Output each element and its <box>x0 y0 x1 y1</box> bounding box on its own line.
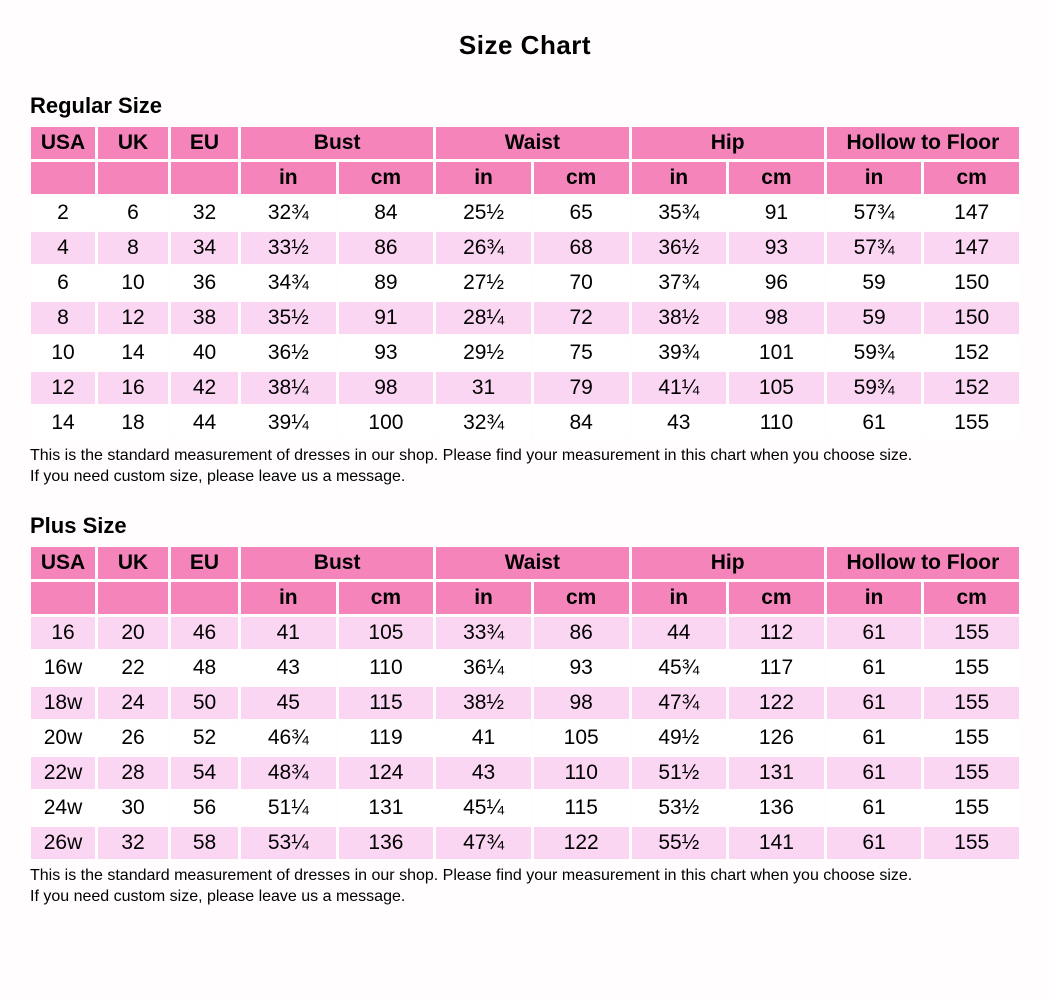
column-header-eu: EU <box>171 127 238 159</box>
table-cell: 32¾ <box>436 407 531 439</box>
table-cell: 16w <box>31 652 95 684</box>
table-cell: 30 <box>98 792 168 824</box>
table-cell: 59 <box>827 267 922 299</box>
note-line-1: This is the standard measurement of dresses in our shop. Please find your measurement in this chart when you choose size. <box>30 867 913 884</box>
table-cell: 93 <box>534 652 629 684</box>
table-row <box>31 792 1019 824</box>
table-row <box>31 757 1019 789</box>
table-cell: 155 <box>924 687 1019 719</box>
table-cell: 59 <box>827 302 922 334</box>
table-cell: 96 <box>729 267 824 299</box>
table-cell: 86 <box>534 617 629 649</box>
table-cell: 20 <box>98 617 168 649</box>
unit-header-cm: cm <box>534 162 629 194</box>
table-cell: 32¾ <box>241 197 336 229</box>
note-line-1: This is the standard measurement of dresses in our shop. Please find your measurement in this chart when you choose size. <box>30 447 913 464</box>
table-cell: 155 <box>924 792 1019 824</box>
column-header-hip: Hip <box>632 127 824 159</box>
table-cell: 36½ <box>632 232 727 264</box>
table-cell: 141 <box>729 827 824 859</box>
table-cell: 46 <box>171 617 238 649</box>
empty-header-cell <box>31 582 95 614</box>
table-cell: 93 <box>339 337 434 369</box>
table-cell: 24 <box>98 687 168 719</box>
table-cell: 126 <box>729 722 824 754</box>
section-heading-regular-size: Regular Size <box>30 93 163 118</box>
table-cell: 40 <box>171 337 238 369</box>
table-row <box>31 617 1019 649</box>
unit-header-in: in <box>241 162 336 194</box>
column-header-row <box>31 127 1019 159</box>
table-cell: 155 <box>924 827 1019 859</box>
unit-header-cm: cm <box>729 582 824 614</box>
regular-size-table <box>28 124 1022 442</box>
table-cell: 44 <box>171 407 238 439</box>
empty-header-cell <box>171 582 238 614</box>
unit-header-cm: cm <box>924 582 1019 614</box>
table-row <box>31 652 1019 684</box>
table-cell: 46¾ <box>241 722 336 754</box>
unit-header-in: in <box>241 582 336 614</box>
column-header-hip: Hip <box>632 547 824 579</box>
table-cell: 117 <box>729 652 824 684</box>
table-row <box>31 267 1019 299</box>
table-cell: 59¾ <box>827 372 922 404</box>
table-cell: 24w <box>31 792 95 824</box>
table-cell: 131 <box>729 757 824 789</box>
table-cell: 39¼ <box>241 407 336 439</box>
table-cell: 152 <box>924 337 1019 369</box>
plus-size-table <box>28 544 1022 862</box>
table-cell: 86 <box>339 232 434 264</box>
table-cell: 39¾ <box>632 337 727 369</box>
table-cell: 41 <box>241 617 336 649</box>
column-header-usa: USA <box>31 127 95 159</box>
table-cell: 37¾ <box>632 267 727 299</box>
table-cell: 26w <box>31 827 95 859</box>
table-cell: 84 <box>534 407 629 439</box>
column-header-hollow-to-floor: Hollow to Floor <box>827 547 1019 579</box>
table-cell: 27½ <box>436 267 531 299</box>
table-cell: 34 <box>171 232 238 264</box>
unit-header-cm: cm <box>924 162 1019 194</box>
table-cell: 43 <box>436 757 531 789</box>
table-cell: 61 <box>827 687 922 719</box>
table-cell: 115 <box>534 792 629 824</box>
table-cell: 6 <box>31 267 95 299</box>
plus-size-section <box>0 513 1050 907</box>
table-cell: 28¼ <box>436 302 531 334</box>
table-row <box>31 722 1019 754</box>
table-cell: 47¾ <box>436 827 531 859</box>
table-cell: 110 <box>729 407 824 439</box>
table-cell: 43 <box>632 407 727 439</box>
unit-header-in: in <box>827 162 922 194</box>
table-cell: 110 <box>534 757 629 789</box>
table-cell: 122 <box>534 827 629 859</box>
table-cell: 155 <box>924 652 1019 684</box>
table-row <box>31 687 1019 719</box>
table-cell: 122 <box>729 687 824 719</box>
table-cell: 124 <box>339 757 434 789</box>
table-cell: 61 <box>827 652 922 684</box>
table-cell: 53½ <box>632 792 727 824</box>
table-cell: 136 <box>729 792 824 824</box>
section-heading-plus-size: Plus Size <box>30 513 127 538</box>
unit-header-row <box>31 582 1019 614</box>
table-cell: 22 <box>98 652 168 684</box>
unit-header-cm: cm <box>534 582 629 614</box>
column-header-waist: Waist <box>436 547 628 579</box>
table-cell: 105 <box>729 372 824 404</box>
column-header-bust: Bust <box>241 547 433 579</box>
table-cell: 33½ <box>241 232 336 264</box>
table-cell: 50 <box>171 687 238 719</box>
regular-size-note <box>30 445 1050 487</box>
table-cell: 34¾ <box>241 267 336 299</box>
table-cell: 89 <box>339 267 434 299</box>
table-cell: 57¾ <box>827 197 922 229</box>
table-cell: 52 <box>171 722 238 754</box>
table-cell: 48¾ <box>241 757 336 789</box>
table-cell: 155 <box>924 757 1019 789</box>
table-cell: 36½ <box>241 337 336 369</box>
regular-size-section <box>0 93 1050 487</box>
column-header-uk: UK <box>98 547 168 579</box>
table-cell: 54 <box>171 757 238 789</box>
table-cell: 6 <box>98 197 168 229</box>
table-cell: 98 <box>729 302 824 334</box>
table-cell: 36¼ <box>436 652 531 684</box>
table-cell: 38½ <box>632 302 727 334</box>
column-header-eu: EU <box>171 547 238 579</box>
table-cell: 93 <box>729 232 824 264</box>
unit-header-cm: cm <box>339 582 434 614</box>
column-header-row <box>31 547 1019 579</box>
table-cell: 8 <box>98 232 168 264</box>
table-cell: 43 <box>241 652 336 684</box>
table-cell: 35¾ <box>632 197 727 229</box>
plus-size-note <box>30 865 1050 907</box>
table-cell: 14 <box>31 407 95 439</box>
table-cell: 91 <box>339 302 434 334</box>
table-row <box>31 337 1019 369</box>
table-cell: 48 <box>171 652 238 684</box>
table-cell: 28 <box>98 757 168 789</box>
table-cell: 16 <box>98 372 168 404</box>
table-cell: 58 <box>171 827 238 859</box>
table-cell: 68 <box>534 232 629 264</box>
table-cell: 55½ <box>632 827 727 859</box>
table-cell: 49½ <box>632 722 727 754</box>
column-header-usa: USA <box>31 547 95 579</box>
table-cell: 14 <box>98 337 168 369</box>
table-cell: 16 <box>31 617 95 649</box>
table-cell: 29½ <box>436 337 531 369</box>
table-cell: 32 <box>98 827 168 859</box>
unit-header-in: in <box>436 162 531 194</box>
table-cell: 61 <box>827 722 922 754</box>
table-cell: 61 <box>827 792 922 824</box>
table-cell: 42 <box>171 372 238 404</box>
table-cell: 4 <box>31 232 95 264</box>
table-cell: 32 <box>171 197 238 229</box>
table-cell: 147 <box>924 232 1019 264</box>
table-row <box>31 407 1019 439</box>
table-cell: 155 <box>924 722 1019 754</box>
empty-header-cell <box>171 162 238 194</box>
table-cell: 12 <box>98 302 168 334</box>
table-cell: 8 <box>31 302 95 334</box>
table-cell: 38½ <box>436 687 531 719</box>
table-cell: 26 <box>98 722 168 754</box>
unit-header-in: in <box>632 582 727 614</box>
table-cell: 61 <box>827 827 922 859</box>
note-line-2: If you need custom size, please leave us a message. <box>30 468 406 485</box>
empty-header-cell <box>98 162 168 194</box>
table-cell: 2 <box>31 197 95 229</box>
table-cell: 79 <box>534 372 629 404</box>
table-cell: 53¼ <box>241 827 336 859</box>
table-cell: 18w <box>31 687 95 719</box>
column-header-hollow-to-floor: Hollow to Floor <box>827 127 1019 159</box>
table-cell: 18 <box>98 407 168 439</box>
table-cell: 147 <box>924 197 1019 229</box>
table-cell: 100 <box>339 407 434 439</box>
unit-header-row <box>31 162 1019 194</box>
table-cell: 65 <box>534 197 629 229</box>
column-header-bust: Bust <box>241 127 433 159</box>
table-cell: 45¼ <box>436 792 531 824</box>
table-row <box>31 302 1019 334</box>
table-cell: 131 <box>339 792 434 824</box>
table-cell: 150 <box>924 302 1019 334</box>
column-header-waist: Waist <box>436 127 628 159</box>
table-cell: 10 <box>31 337 95 369</box>
table-cell: 70 <box>534 267 629 299</box>
table-cell: 101 <box>729 337 824 369</box>
table-cell: 33¾ <box>436 617 531 649</box>
table-cell: 44 <box>632 617 727 649</box>
table-cell: 61 <box>827 757 922 789</box>
table-cell: 155 <box>924 407 1019 439</box>
table-cell: 61 <box>827 617 922 649</box>
table-row <box>31 827 1019 859</box>
table-cell: 51½ <box>632 757 727 789</box>
unit-header-in: in <box>632 162 727 194</box>
table-cell: 41¼ <box>632 372 727 404</box>
unit-header-cm: cm <box>729 162 824 194</box>
note-line-2: If you need custom size, please leave us a message. <box>30 888 406 905</box>
table-cell: 20w <box>31 722 95 754</box>
table-row <box>31 372 1019 404</box>
table-cell: 56 <box>171 792 238 824</box>
table-cell: 105 <box>339 617 434 649</box>
table-cell: 47¾ <box>632 687 727 719</box>
table-cell: 91 <box>729 197 824 229</box>
table-cell: 61 <box>827 407 922 439</box>
table-cell: 57¾ <box>827 232 922 264</box>
table-cell: 59¾ <box>827 337 922 369</box>
table-cell: 41 <box>436 722 531 754</box>
table-cell: 72 <box>534 302 629 334</box>
table-cell: 110 <box>339 652 434 684</box>
table-cell: 51¼ <box>241 792 336 824</box>
table-cell: 112 <box>729 617 824 649</box>
unit-header-in: in <box>436 582 531 614</box>
table-cell: 26¾ <box>436 232 531 264</box>
table-cell: 22w <box>31 757 95 789</box>
table-cell: 12 <box>31 372 95 404</box>
table-cell: 45 <box>241 687 336 719</box>
table-cell: 136 <box>339 827 434 859</box>
unit-header-in: in <box>827 582 922 614</box>
table-cell: 35½ <box>241 302 336 334</box>
table-cell: 155 <box>924 617 1019 649</box>
unit-header-cm: cm <box>339 162 434 194</box>
column-header-uk: UK <box>98 127 168 159</box>
empty-header-cell <box>31 162 95 194</box>
table-row <box>31 197 1019 229</box>
table-cell: 36 <box>171 267 238 299</box>
table-cell: 150 <box>924 267 1019 299</box>
table-cell: 38¼ <box>241 372 336 404</box>
table-cell: 45¾ <box>632 652 727 684</box>
table-cell: 98 <box>339 372 434 404</box>
table-cell: 115 <box>339 687 434 719</box>
table-cell: 38 <box>171 302 238 334</box>
empty-header-cell <box>98 582 168 614</box>
table-cell: 152 <box>924 372 1019 404</box>
table-cell: 98 <box>534 687 629 719</box>
table-row <box>31 232 1019 264</box>
table-cell: 75 <box>534 337 629 369</box>
page-title: Size Chart <box>458 30 592 60</box>
table-cell: 105 <box>534 722 629 754</box>
table-cell: 31 <box>436 372 531 404</box>
table-cell: 10 <box>98 267 168 299</box>
table-cell: 25½ <box>436 197 531 229</box>
table-cell: 84 <box>339 197 434 229</box>
table-cell: 119 <box>339 722 434 754</box>
